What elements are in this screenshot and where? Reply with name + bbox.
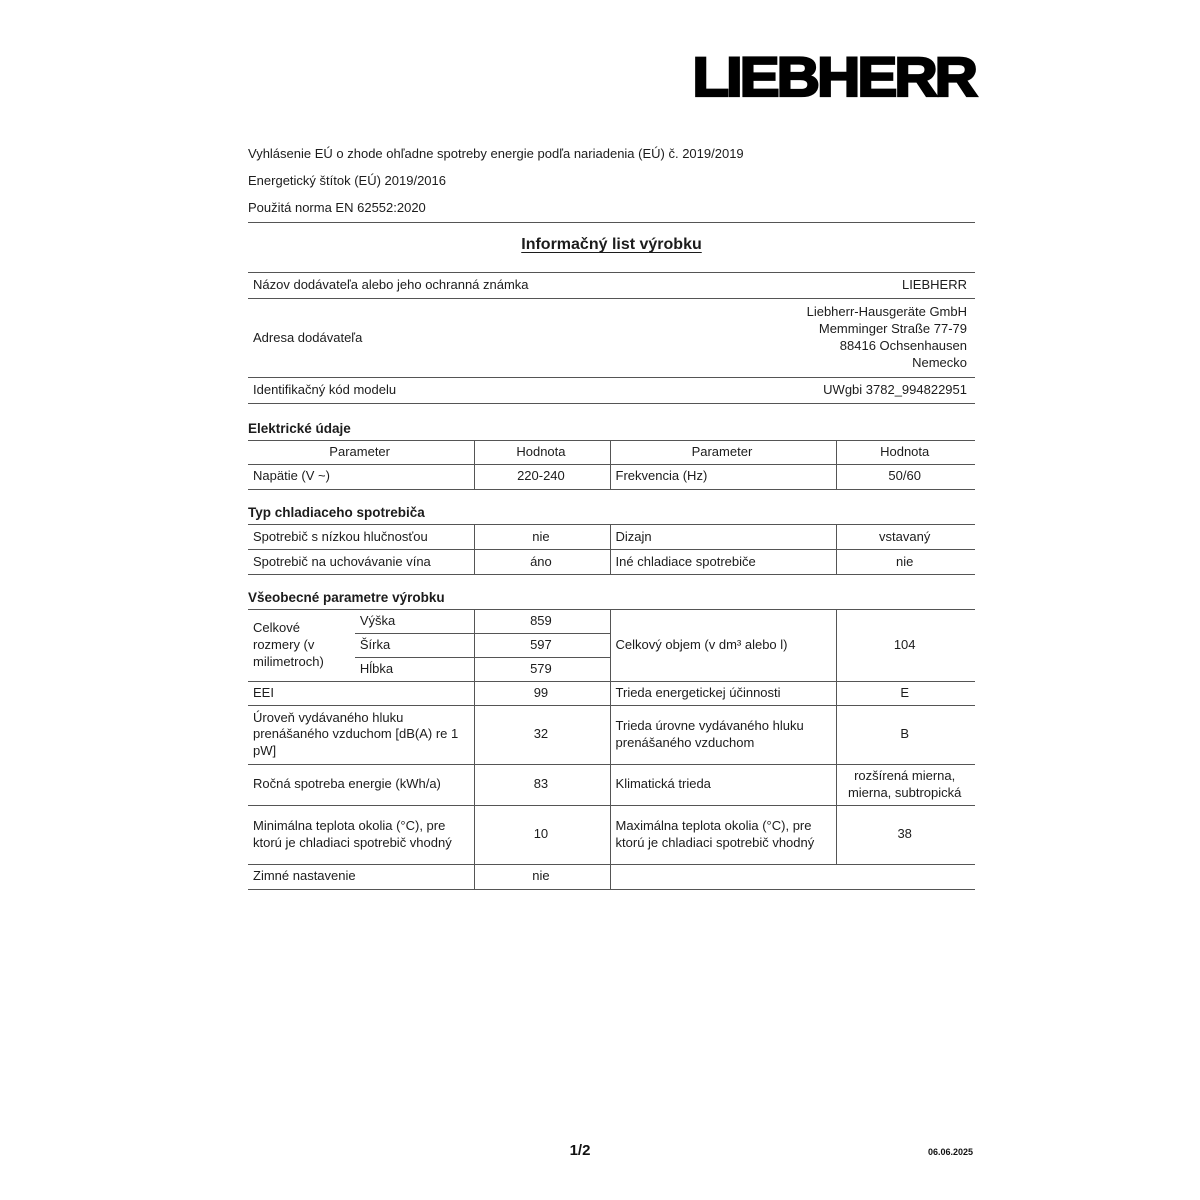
table-row [248,682,975,706]
param-label: Ročná spotreba energie (kWh/a) [248,764,475,805]
supplier-name-value: LIEBHERR [648,273,975,299]
dimension-value: 859 [475,610,610,634]
table-row [248,864,975,889]
table-row [248,805,975,864]
table-header-row [248,441,975,465]
param-label: Spotrebič na uchovávanie vína [248,550,475,575]
supplier-address-value [648,299,975,378]
param-label: Úroveň vydávaného hluku prenášaného vzduchom [dB(A) re 1 pW] [248,705,475,764]
meta-standard: Použitá norma EN 62552:2020 [248,200,426,215]
footer-date: 06.06.2025 [927,1147,973,1157]
volume-value: 104 [837,610,975,682]
param-value: 220-240 [475,464,610,489]
param-value: rozšírená mierna, mierna, subtropická [837,764,975,805]
param-value: 38 [837,805,975,864]
param-value: áno [475,550,610,575]
param-value: vstavaný [837,525,975,550]
param-label: Maximálna teplota okolia (°C), pre ktorú je chladiaci spotrebič vhodný [610,805,837,864]
param-value: 50/60 [837,464,975,489]
appliance-type-heading: Typ chladiaceho spotrebiča [248,505,425,520]
table-row [248,610,975,634]
meta-declaration: Vyhlásenie EÚ o zhode ohľadne spotreby energie podľa nariadenia (EÚ) č. 2019/2019 [248,146,744,161]
param-value: 83 [475,764,610,805]
param-value: nie [475,864,610,889]
model-id-label: Identifikačný kód modelu [248,378,648,404]
electrical-table [248,440,975,490]
table-row [248,764,975,805]
col-header: Hodnota [475,441,610,465]
param-value: B [837,705,975,764]
table-row [248,525,975,550]
table-row [248,378,975,404]
param-label: Minimálna teplota okolia (°C), pre ktorú je chladiaci spotrebič vhodný [248,805,475,864]
supplier-name-label: Názov dodávateľa alebo jeho ochranná známka [248,273,648,299]
table-row [248,705,975,764]
supplier-table [248,272,975,404]
dimension-name: Výška [355,610,475,634]
address-line: Nemecko [912,354,967,370]
param-label: Frekvencia (Hz) [610,464,837,489]
general-params-table [248,609,975,890]
dimension-value: 597 [475,634,610,658]
param-label: EEI [248,682,475,706]
general-params-heading: Všeobecné parametre výrobku [248,590,445,605]
param-value: E [837,682,975,706]
col-header: Parameter [610,441,837,465]
col-header: Hodnota [837,441,975,465]
param-label: Trieda úrovne vydávaného hluku prenášaného vzduchom [610,705,837,764]
param-value: nie [475,525,610,550]
dimension-name: Hĺbka [355,658,475,682]
dimension-name: Šírka [355,634,475,658]
param-label: Klimatická trieda [610,764,837,805]
address-line: 88416 Ochsenhausen [839,338,967,353]
supplier-address-label: Adresa dodávateľa [248,299,648,378]
page-number: 1/2 [569,1142,591,1159]
model-id-value: UWgbi 3782_994822951 [648,378,975,404]
appliance-type-table [248,524,975,575]
param-value: 32 [475,705,610,764]
param-label: Spotrebič s nízkou hlučnosťou [248,525,475,550]
header-divider [248,222,975,223]
table-row [248,464,975,489]
param-value: 99 [475,682,610,706]
electrical-heading: Elektrické údaje [248,421,351,436]
dimensions-label: Celkové rozmery (v milimetroch) [248,610,355,682]
col-header: Parameter [248,441,475,465]
param-label: Zimné nastavenie [248,864,475,889]
param-label: Dizajn [610,525,837,550]
table-row [248,299,975,378]
param-label: Iné chladiace spotrebiče [610,550,837,575]
table-row [248,273,975,299]
param-value: nie [837,550,975,575]
liebherr-logo: LIEBHERR [692,46,975,108]
empty-cell [610,864,975,889]
address-line: Liebherr-Hausgeräte GmbH [806,304,967,320]
address-line: Memminger Straße 77-79 [818,321,967,337]
param-label: Napätie (V ~) [248,464,475,489]
table-row [248,550,975,575]
param-label: Trieda energetickej účinnosti [610,682,837,706]
regulation-meta [248,144,975,225]
param-value: 10 [475,805,610,864]
page-title: Informačný list výrobku [521,236,702,253]
meta-energy-label: Energetický štítok (EÚ) 2019/2016 [248,173,446,188]
dimension-value: 579 [475,658,610,682]
volume-label: Celkový objem (v dm³ alebo l) [610,610,837,682]
